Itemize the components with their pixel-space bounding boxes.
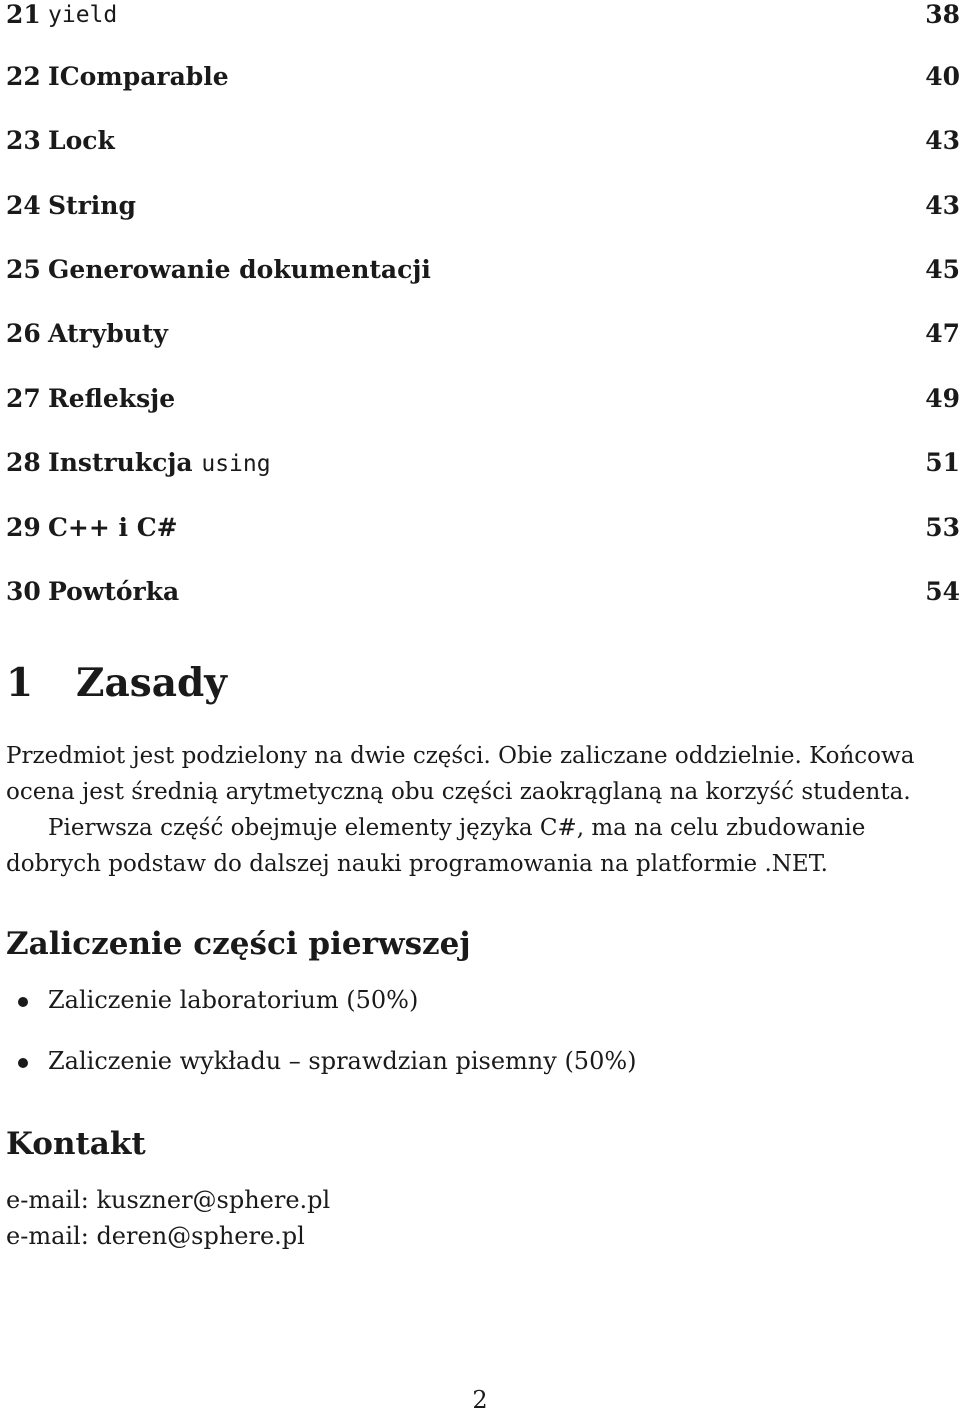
toc-entry[interactable] — [6, 126, 960, 158]
toc-entry-page: 54 — [925, 577, 960, 606]
contact-email[interactable]: e-mail: kuszner@sphere.pl — [6, 1186, 331, 1214]
toc-entry-title — [48, 448, 271, 479]
toc-entry-number: 25 — [6, 255, 41, 284]
section-heading — [6, 660, 227, 706]
toc-entry-title-prefix: Instrukcja — [48, 448, 193, 477]
paragraph-line: Pierwsza część obejmuje elementy języka C#, ma na celu zbudowanie — [48, 815, 866, 841]
toc-entry-number: 29 — [6, 513, 41, 542]
toc-entry[interactable] — [6, 255, 960, 287]
toc-entry-title: C++ i C# — [48, 513, 178, 542]
bullet-icon — [18, 1058, 28, 1068]
toc-entry-page: 51 — [925, 448, 960, 477]
toc-entry-title: yield — [48, 2, 118, 28]
list-item — [48, 1047, 637, 1075]
toc-entry-title: Powtórka — [48, 577, 180, 606]
toc-entry[interactable] — [6, 319, 960, 351]
list-item — [48, 986, 418, 1014]
toc-entry-number: 24 — [6, 191, 41, 220]
toc-entry-number: 22 — [6, 62, 41, 91]
toc-entry-page: 45 — [925, 255, 960, 284]
toc-entry-title: Lock — [48, 126, 115, 155]
toc-entry-number: 27 — [6, 384, 41, 413]
paragraph-line: Przedmiot jest podzielony na dwie części. Obie zaliczane oddzielnie. Końcowa — [6, 743, 915, 769]
list-item-text: Zaliczenie wykładu – sprawdzian pisemny (50%) — [48, 1047, 637, 1075]
toc-entry-page: 47 — [925, 319, 960, 348]
toc-entry-title-code: using — [201, 451, 271, 477]
toc-entry-title: String — [48, 191, 136, 220]
contact-heading: Kontakt — [6, 1126, 146, 1162]
toc-entry-title: Refleksje — [48, 384, 176, 413]
toc-entry[interactable] — [6, 0, 960, 32]
toc-entry-title: Generowanie dokumentacji — [48, 255, 431, 284]
paragraph-line: dobrych podstaw do dalszej nauki programowania na platformie .NET. — [6, 851, 828, 877]
toc-entry-number: 23 — [6, 126, 41, 155]
paragraph-line: ocena jest średnią arytmetyczną obu części zaokrąglaną na korzyść studenta. — [6, 779, 911, 805]
toc-entry-page: 43 — [925, 126, 960, 155]
toc-entry-page: 49 — [925, 384, 960, 413]
toc-entry-title: Atrybuty — [48, 319, 168, 348]
toc-entry-number: 26 — [6, 319, 41, 348]
toc-entry-page: 43 — [925, 191, 960, 220]
toc-entry-page: 38 — [925, 0, 960, 29]
toc-entry[interactable] — [6, 448, 960, 480]
toc-entry[interactable] — [6, 191, 960, 223]
toc-entry-page: 40 — [925, 62, 960, 91]
toc-entry-title: IComparable — [48, 62, 229, 91]
toc-entry-number: 30 — [6, 577, 41, 606]
page-number: 2 — [472, 1386, 488, 1414]
section-paragraph — [6, 738, 956, 882]
contact-email[interactable]: e-mail: deren@sphere.pl — [6, 1222, 305, 1250]
subsection-heading-part1: Zaliczenie części pierwszej — [6, 926, 471, 962]
toc-entry[interactable] — [6, 577, 960, 609]
section-number: 1 — [6, 660, 34, 706]
bullet-icon — [18, 997, 28, 1007]
toc-entry-number: 28 — [6, 448, 41, 477]
section-title: Zasady — [76, 660, 227, 706]
toc-entry[interactable] — [6, 384, 960, 416]
toc-entry-page: 53 — [925, 513, 960, 542]
toc-entry[interactable] — [6, 62, 960, 94]
toc-entry[interactable] — [6, 513, 960, 545]
list-item-text: Zaliczenie laboratorium (50%) — [48, 986, 419, 1014]
toc-entry-number: 21 — [6, 0, 41, 29]
